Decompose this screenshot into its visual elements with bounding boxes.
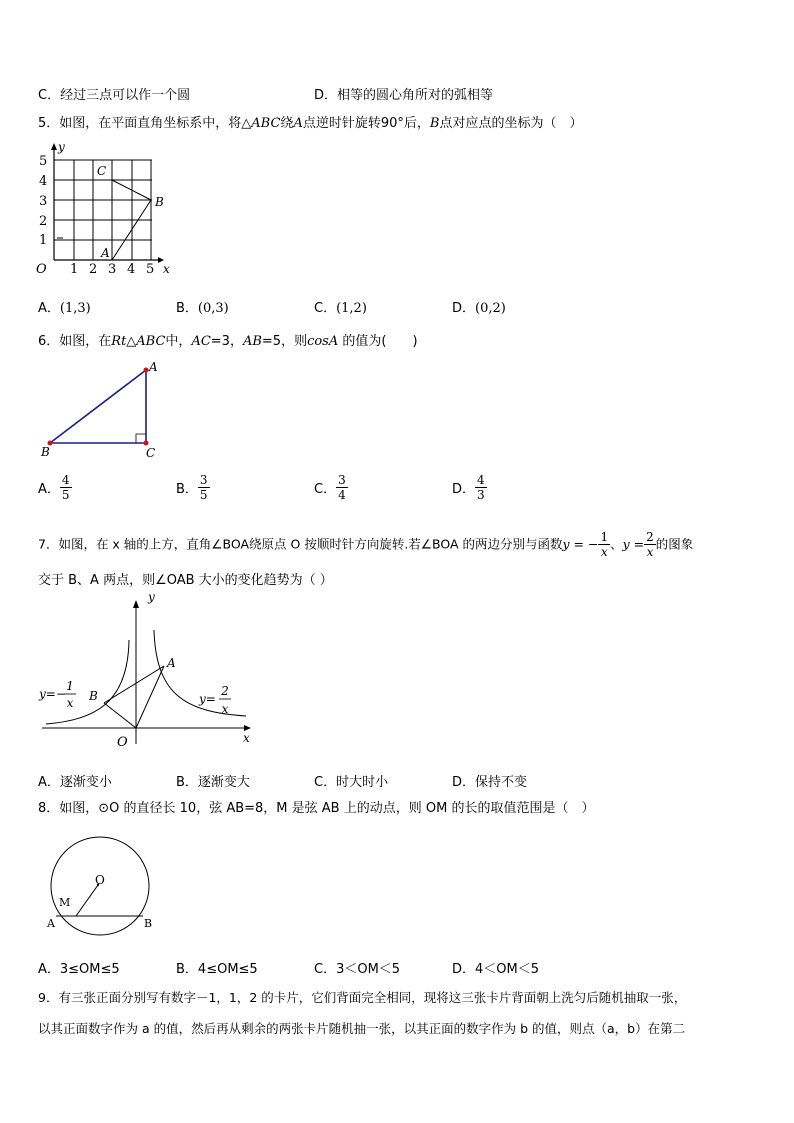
q6-option-c bbox=[314, 473, 348, 502]
q5-option-a bbox=[38, 297, 91, 316]
q6-cos-a: cosA bbox=[307, 334, 339, 349]
q6-option-d bbox=[452, 473, 487, 502]
q5-point-a: A bbox=[293, 116, 303, 131]
q7-y-arrow-icon bbox=[133, 600, 139, 608]
q7-right-lhs: y= bbox=[199, 692, 216, 706]
option-value: (0,2) bbox=[475, 301, 506, 316]
q7-x-label: x bbox=[243, 731, 250, 745]
q6-triangle-abc bbox=[50, 370, 146, 443]
fraction-denominator: 5 bbox=[61, 488, 70, 502]
q8-circle-figure bbox=[40, 832, 165, 944]
option-value: (1,2) bbox=[336, 301, 367, 316]
q5-option-d bbox=[452, 297, 506, 316]
option-fraction bbox=[60, 473, 72, 502]
q5-ytick: 4 bbox=[39, 174, 48, 189]
q5-stem-part: 5．如图，在平面直角坐标系中，将 bbox=[38, 116, 242, 131]
q4-option-d: D．相等的圆心角所对的弧相等 bbox=[314, 88, 494, 103]
q7-label-a: A bbox=[167, 656, 176, 670]
q6-triangle: Rt△ABC bbox=[111, 334, 166, 349]
q6-option-b bbox=[176, 473, 210, 502]
q5-point-a-label: A bbox=[101, 246, 110, 260]
q5-xtick: 2 bbox=[89, 262, 98, 277]
q5-origin-label: O bbox=[36, 262, 47, 277]
q6-label-a: A bbox=[149, 360, 158, 374]
q6-stem-part: =3， bbox=[210, 334, 243, 349]
q9-stem-line2: 以其正面数字作为 a 的值，然后再从剩余的两张卡片随机抽一张，以其正面的数字作为 b 的值，则点（a，b）在第二 bbox=[38, 1021, 686, 1036]
option-letter: D． bbox=[452, 482, 476, 497]
fraction-numerator: 4 bbox=[477, 473, 485, 487]
q8-label-m: M bbox=[59, 896, 71, 909]
q7-left-den: x bbox=[66, 696, 74, 710]
fraction-denominator: 5 bbox=[199, 488, 208, 502]
option-letter: D． bbox=[452, 301, 476, 316]
fraction-denominator: 4 bbox=[338, 488, 346, 502]
q8-segment-om bbox=[76, 885, 98, 916]
q7-label-b: B bbox=[89, 689, 98, 703]
q5-y-arrow-icon bbox=[51, 143, 57, 150]
q5-stem-part: 点对应点的坐标为（ ） bbox=[439, 116, 583, 131]
q6-stem-part: 中， bbox=[165, 334, 192, 349]
q7-right-function-label bbox=[198, 684, 231, 716]
q7-option-a: A．逐渐变小 bbox=[38, 775, 112, 790]
q7-left-lhs: y=− bbox=[39, 687, 66, 701]
q5-x-ticks bbox=[70, 262, 154, 277]
q7-hyperbola-figure bbox=[34, 594, 264, 754]
q7-stem-part: 的图象 bbox=[655, 536, 694, 552]
q6-label-b: B bbox=[41, 445, 50, 459]
fraction-denominator: x bbox=[600, 545, 608, 559]
q5-ytick: 1 bbox=[39, 233, 48, 248]
q7-option-d: D．保持不变 bbox=[452, 775, 528, 790]
q6-side-ab: AB bbox=[242, 334, 262, 349]
q7-func1-lhs: y = − bbox=[562, 536, 599, 552]
q7-angle-boa bbox=[104, 666, 164, 728]
q5-ytick: 2 bbox=[39, 214, 48, 229]
q8-label-b: B bbox=[144, 917, 153, 930]
option-fraction bbox=[475, 473, 487, 502]
option-letter: A． bbox=[38, 482, 60, 497]
fraction-numerator: 3 bbox=[338, 473, 346, 487]
q6-label-c: C bbox=[146, 446, 156, 460]
q6-point-a-dot bbox=[144, 368, 149, 373]
q5-option-b bbox=[176, 297, 229, 316]
q7-stem-line2: 交于 B、A 两点，则∠OAB 大小的变化趋势为（ ） bbox=[38, 573, 333, 588]
q5-stem-part: 绕 bbox=[280, 116, 294, 131]
q6-point-c-dot bbox=[144, 441, 149, 446]
q4-option-c: C．经过三点可以作一个圆 bbox=[38, 88, 191, 103]
q5-x-label: x bbox=[163, 262, 170, 276]
option-letter: C． bbox=[314, 482, 337, 497]
q6-triangle-figure bbox=[36, 358, 166, 460]
q7-option-c: C．时大时小 bbox=[314, 775, 389, 790]
q8-option-a: A．3≤OM≤5 bbox=[38, 962, 120, 977]
fraction-numerator: 1 bbox=[600, 530, 609, 544]
q7-origin-label: O bbox=[117, 735, 128, 750]
q7-stem-part: 7．如图，在 x 轴的上方，直角∠BOA绕原点 O 按顺时针方向旋转.若∠BOA 的两边分别与函数 bbox=[38, 536, 563, 552]
option-letter: B． bbox=[176, 482, 198, 497]
q8-label-o: O bbox=[95, 873, 105, 887]
q5-xtick: 1 bbox=[70, 262, 79, 277]
q7-curve-left bbox=[46, 640, 129, 724]
q5-point-b: B bbox=[429, 116, 440, 131]
fraction-denominator: 3 bbox=[477, 488, 485, 502]
q6-stem-part: 6．如图，在 bbox=[38, 334, 112, 349]
option-value: (1,3) bbox=[59, 301, 91, 316]
q8-option-c: C．3＜OM＜5 bbox=[314, 962, 401, 977]
q6-option-a bbox=[38, 473, 72, 502]
q5-y-label: y bbox=[58, 140, 65, 154]
q8-option-d: D．4＜OM＜5 bbox=[452, 962, 540, 977]
q5-ytick: 3 bbox=[39, 194, 48, 209]
q7-option-b: B．逐渐变大 bbox=[176, 775, 250, 790]
q6-stem bbox=[38, 334, 418, 350]
q7-y-label: y bbox=[148, 594, 155, 604]
option-letter: A． bbox=[38, 301, 60, 316]
option-fraction bbox=[336, 473, 348, 502]
option-letter: C． bbox=[314, 301, 337, 316]
q5-xtick: 4 bbox=[127, 262, 136, 277]
q5-stem-part: 点逆时针旋转90°后， bbox=[302, 116, 430, 131]
option-value: (0,3) bbox=[197, 301, 229, 316]
q7-left-num: 1 bbox=[66, 679, 74, 693]
fraction-numerator: 4 bbox=[61, 473, 70, 487]
option-letter: B． bbox=[176, 301, 198, 316]
fraction-denominator: x bbox=[646, 545, 654, 559]
q5-option-c bbox=[314, 297, 367, 316]
q9-stem-line1: 9．有三张正面分别写有数字－1，1，2 的卡片，它们背面完全相同，现将这三张卡片背面朝上洗匀后随机抽取一张， bbox=[38, 990, 687, 1005]
q7-func2-fraction bbox=[644, 530, 656, 559]
q5-stem bbox=[38, 116, 582, 132]
q8-label-a: A bbox=[47, 917, 55, 930]
q8-stem: 8．如图，⊙O 的直径长 10，弦 AB=8，M 是弦 AB 上的动点，则 OM 的长的取值范围是（ ） bbox=[38, 801, 595, 816]
q6-side-ac: AC bbox=[191, 334, 211, 349]
q7-left-function-label bbox=[38, 679, 76, 710]
q5-xtick: 3 bbox=[108, 262, 117, 277]
q5-point-c-label: C bbox=[97, 164, 107, 178]
fraction-numerator: 2 bbox=[646, 530, 654, 544]
q7-right-num: 2 bbox=[221, 684, 229, 698]
fraction-numerator: 3 bbox=[199, 473, 208, 487]
q6-stem-part: 的值为( ) bbox=[338, 334, 418, 349]
q5-xtick: 5 bbox=[146, 262, 155, 277]
option-fraction bbox=[198, 473, 210, 502]
q7-separator: 、 bbox=[610, 536, 623, 552]
q5-y-ticks bbox=[39, 154, 47, 248]
q8-option-b: B．4≤OM≤5 bbox=[176, 962, 258, 977]
q5-triangle: △ABC bbox=[241, 116, 281, 131]
q7-stem bbox=[38, 524, 693, 564]
q5-coordinate-figure bbox=[30, 140, 180, 280]
q7-func2-lhs: y = bbox=[622, 536, 645, 552]
q7-right-den: x bbox=[221, 702, 229, 716]
q5-point-b-label: B bbox=[155, 195, 164, 209]
q6-stem-part: =5，则 bbox=[261, 334, 308, 349]
q7-func1-fraction bbox=[598, 530, 610, 559]
q5-ytick: 5 bbox=[39, 154, 48, 169]
